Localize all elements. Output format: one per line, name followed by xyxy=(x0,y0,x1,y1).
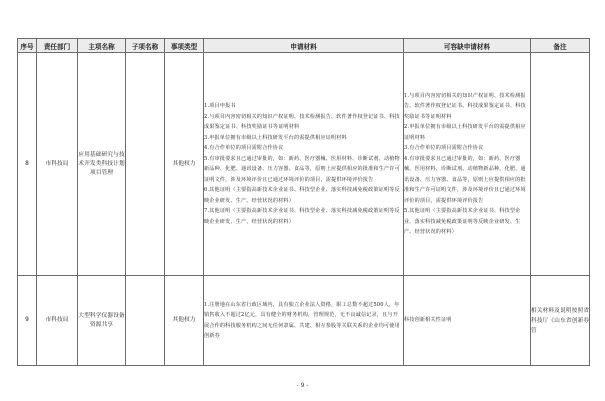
header-type: 事项类型 xyxy=(165,39,204,53)
material-item: 7.其他证明（主要指高新技术企业证书、科技型企业、落实科技减免税政策证明等反映企业研发、生产、经营状况的材料） xyxy=(204,208,400,225)
row-sub-item xyxy=(126,276,165,366)
row-optional-materials xyxy=(404,276,531,366)
table-header-row xyxy=(18,39,590,53)
material-item: 1.注册地在山东省行政区域内，具有独立企业法人资格，职工总数不超过500人，年销售收入不超过2亿元，具有健全的财务机构，管理规范，无不良诚信记录，且与开展合作的科技服务机构之间无任何隶属、共建、相互参股等关联关系的企业均可使用创新券 xyxy=(204,301,400,339)
row-materials xyxy=(204,276,404,366)
optional-material-item: 2.申报单位拥有市级以上科技研发平台的需提供相应证明材料 xyxy=(404,124,526,141)
row-seq: 8 xyxy=(18,53,37,276)
row-type: 其他权力 xyxy=(165,53,204,276)
table-row xyxy=(18,53,590,276)
header-optional-materials: 可容缺申请材料 xyxy=(404,39,531,53)
row-note xyxy=(531,53,590,276)
optional-material-item: 1.与项目内容密切相关的知识产权证明、技术检测报告、软件著作权登记证书、科技成果鉴定证书、科技奖励证书等证明材料 xyxy=(404,92,526,120)
row-type: 其他权力 xyxy=(165,276,204,366)
row-seq: 9 xyxy=(18,276,37,366)
page-number: - 9 - xyxy=(296,382,309,389)
material-item: 1.项目申报书 xyxy=(204,103,236,109)
header-main-item: 主项名称 xyxy=(78,39,126,53)
material-item: 3.申报单位拥有市级以上科技研发平台的需提供相应证明材料 xyxy=(204,134,347,141)
items-table xyxy=(17,38,590,366)
optional-material-item: 科技创新相关性证明 xyxy=(404,317,452,324)
material-item: 5.有审批要求且已通过审批的，如：新药、医疗器械、医用材料、诊断试剂、动植物新品种、化肥、通讯设备、压力容器、食品等，原则上应提供相应的批准和生产许可证明文件，涉及环境评价且已通过环境评价的项目，需提供环境评价报告 xyxy=(204,155,400,183)
optional-material-item: 3.有合作单位的项目需附合作协议 xyxy=(404,145,484,151)
header-sub-item: 子项名称 xyxy=(126,39,165,53)
material-item: 4.有合作单位的项目需附合作协议 xyxy=(204,145,284,151)
row-optional-materials xyxy=(404,53,531,276)
optional-material-item: 5.其他证明（主要指高新技术企业证书、科技型企业、落实科技减免税政策证明等反映企业研发、生产、经营状况的材料） xyxy=(404,208,521,235)
header-seq: 序号 xyxy=(18,39,37,53)
material-item: 2.与项目内容密切相关的知识产权证明、技术检测报告、软件著作权登记证书、科技成果鉴定证书、科技奖励证书等证明材料 xyxy=(204,113,400,130)
row-note: 相关材料及说明按照省科技厅《山东省创新券管 xyxy=(531,276,590,366)
row-dept: 市科技局 xyxy=(37,276,78,366)
row-main-item: 应用基础研究与技术开发类科技计划项目管理 xyxy=(78,53,126,276)
header-materials: 申请材料 xyxy=(204,39,404,53)
row-materials xyxy=(204,53,404,276)
header-note: 备注 xyxy=(531,39,590,53)
table-row xyxy=(18,276,590,366)
row-sub-item xyxy=(126,53,165,276)
row-main-item: 大型科学仪器设备资源共享 xyxy=(78,276,126,366)
material-item: 6.其他证明（主要指高新技术企业证书、科技型企业、落实科技减免税政策证明等反映企业研发、生产、经营状况的材料） xyxy=(204,187,400,204)
optional-material-item: 4.有审批要求且已通过审批的，如：新药、医疗器械、医用材料、诊断试剂、动植物新品种、化肥、通讯设备、压力容器、食品等，原则上应提供相应的批准和生产许可证明文件，涉及环境评价且已通过环境评价的项目，需提供环境评价报告 xyxy=(404,155,526,204)
row-dept: 市科技局 xyxy=(37,53,78,276)
header-dept: 责任部门 xyxy=(37,39,78,53)
